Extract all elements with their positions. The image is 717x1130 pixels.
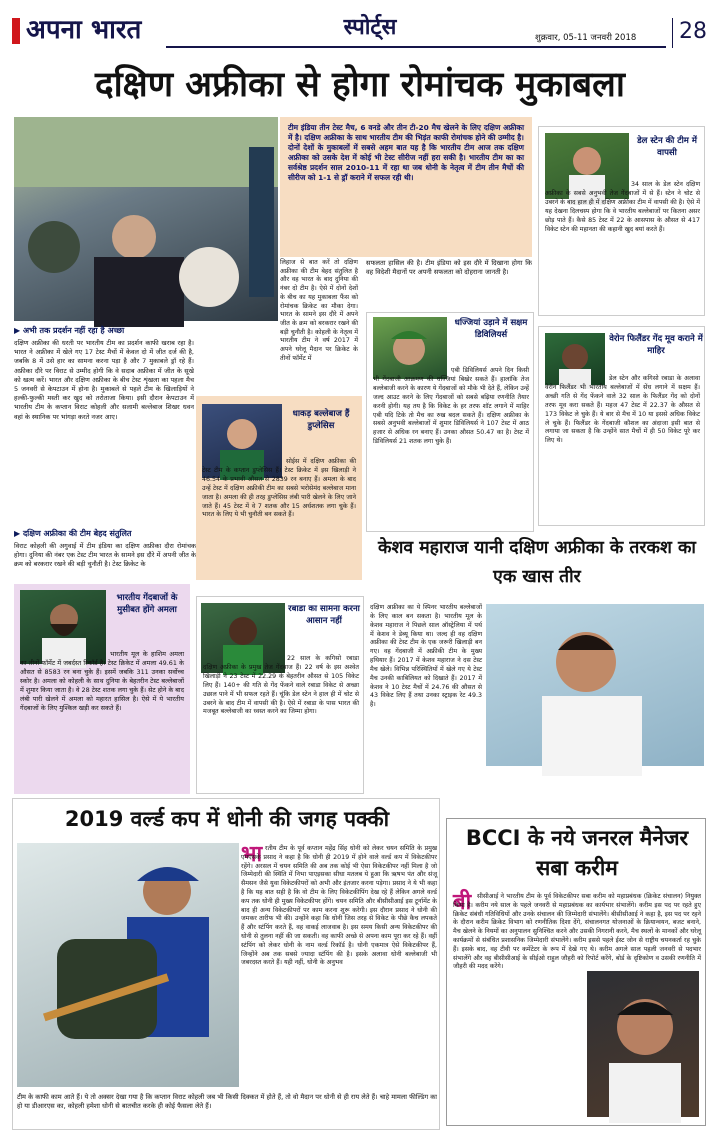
- lead-intro-box: [280, 117, 532, 257]
- sidebar-rabada: [196, 596, 364, 794]
- masthead-rule: [166, 46, 666, 48]
- lead-intro-text: टीम इंडिया तीन टेस्ट मैच, 6 वनडे और तीन टी-20 मैच खेलने के लिए दक्षिण अफ्रीका में है। दक्षिण अफ्रीका के साथ भारतीय टीम की भिड़ंत काफी रोमांचक होने की उम्मीद है। दोनों देशों के मुकाबलों में सबसे अहम बात यह है कि भारतीय टीम आज तक दक्षिण अफ्रीका को उसके देश में कोई भी टेस्ट सीरीज नहीं हरा सकी है। भारतीय टीम का का सर्वश्रेष्ठ प्रदर्शन साल 2010-11 में रहा था जब धोनी के नेतृत्व में टीम तीन मैचों की सीरीज को 1-1 से ड्रॉ कराने में सफल रही थी।: [288, 123, 524, 182]
- dhoni-section: [12, 798, 440, 1130]
- sidebar-amla: [14, 584, 190, 794]
- section-name: स्पोर्ट्स: [343, 15, 397, 40]
- sub1-heading: [14, 325, 194, 337]
- brand-name: अपना भारत: [26, 15, 142, 45]
- sidebar-philander: [538, 326, 705, 526]
- page-number: 28: [672, 18, 710, 48]
- brand-red-bar: [12, 18, 20, 44]
- lead-headline: दक्षिण अफ्रीका से होगा रोमांचक मुकाबला: [95, 65, 625, 105]
- dhoni-headline: 2019 वर्ल्ड कप में धोनी की जगह पक्की: [64, 807, 390, 831]
- maharaj-headline: केशव महाराज यानी दक्षिण अफ्रीका के तरकश का एक खास तीर: [378, 538, 696, 587]
- bullet-marker-icon: ▶: [14, 326, 23, 335]
- philander-title: वेरोन फिलैंडर गेंद मूव कराने में माहिर: [609, 334, 703, 356]
- saba-karim-photo: [585, 969, 701, 1119]
- bcci-section: [446, 818, 706, 1126]
- faf-text: सोईस में दक्षिण अफ्रीका की टेस्ट टीम के कप्तान डुप्लेसिस हैं। टेस्ट क्रिकेट में इस खिलाड़ी ने 46.54 के प्रभावी औसत से 2839 रन बनाए हैं। अमला के बाद उन्हें टेस्ट में दक्षिण अफ्रीकी टीम का सबसे भरोसेमंद बल्लेबाज माना जाता है। अमला की ही तरह डुप्लेसिस लंबी पारी खेलने के लिए जाने जाते हैं। 45 टेस्ट में वे 7 शतक और 15 अर्धशतक लगा चुके हैं। भारत के लिए ये भी चुनौती बन सकते हैं।: [202, 458, 356, 519]
- lead-column-2: लिहाज से बात करें तो दक्षिण अफ्रीका की टीम बेहद संतुलित है और वह भारत के बाद दुनिया की नंबर दो टीम है। ऐसे में दोनों देशों के बीच का यह मुकाबला फैंस को रोमांचक क्रिकेट का मौका देगा। भारत के सामने इस दौरे में अपने जीत के क्रम को बरकरार रखने की बड़ी चुनौती है। कोहली के नेतृत्व में भारतीय टीम ने वर्ष 2017 में अपने घरेलू मैदान पर क्रिकेट के तीनों फॉर्मेट में: [280, 259, 358, 362]
- dhoni-dropcap: भा: [241, 842, 263, 867]
- bcci-dropcap: बी: [453, 890, 472, 915]
- faf-title: धाकड़ बल्लेबाज हैं डुप्लेसिस: [292, 409, 350, 431]
- lead-photo-fans: [14, 117, 278, 321]
- bcci-text: सीसीआई ने भारतीय टीम के पूर्व विकेटकीपर सबा करीम को महाप्रबंधक (क्रिकेट संचालन) नियुक्त किया है। करीम नये साल के पहले जनवरी से महाप्रबंधक का कार्यभार संभालेंगे। करीम इस पद पर रहते हुए क्रिकेट संबंधी गतिविधियों और उनके संचालन की जिम्मेदारी संभालेंगे। बीसीसीआई ने कहा है, इस पद पर रहने के दौरान करीम क्रिकेट विभाग को रणनीतिक दिशा देंगे, संचालनगत योजनाओं के क्रियान्वयन, बजट बनाने, मैच खेलने के नियमों का अनुपालन सुनिश्चित करने और उसकी निगरानी करने, मैच स्थलों के मानकों और घरेलू कार्यक्रमों से संबंधित प्रशासनिक जिम्मेदारी संभालेंगे। करीम इससे पहले ईस्ट जोन से राष्ट्रीय चयनकर्ता रह चुके हैं। इसके बाद, वह टीवी पर कमेंटेटर के रूप में देखे गए थे। करीम अगले साल पहली जनवरी से पदभार संभालेंगे और वह बीसीसीआई के सीईओ राहुल जौहरी को रिपोर्ट करेंगे, बोर्ड के दृष्टिकोण व उसकी रणनीति में जौहरी की मदद करेंगे।: [453, 893, 701, 971]
- issue-date: शुक्रवार, 05-11 जनवरी 2018: [535, 33, 637, 43]
- rabada-text: 22 साल के कगिसो रबाडा दक्षिण अफ्रीका के प्रमुख तेज गेंदबाज हैं। 22 वर्ष के इस अश्वेत खिलाड़ी ने 23 टेस्ट में 22.29 के बेहतरीन औसत से 105 विकेट लिए हैं। 140+ की गति से गेंद फेंकने वाले रबाडा विकेट से अच्छा उछाल पाने में भी सफल रहते हैं। चूंकि डेल स्टेन ने हाल ही में चोट से उबरने के बाद टीम में वापसी की है। ऐसे में रबाडा के पास भारत की मजबूत बल्लेबाजी का ध्वस्त करने का जिम्मा होगा।: [203, 655, 359, 716]
- amla-text: भारतीय मूल के हाशिम अमला का तीनों फॉर्मेट में जबर्दस्त रिकॉर्ड है। टेस्ट क्रिकेट में अमला 49.61 के औसत से 8583 रन बना चुके हैं। इसमें जबकि 311 उनका सर्वोच्च स्कोर है। अमला को कोहली के साथ दुनिया के बेहतरीन टेस्ट बल्लेबाजों में शुमार किया जाता है। वे 28 टेस्ट शतक लगा चुके हैं। सेट होने के बाद लंबी पारी खेलने में अमला को महारत हासिल है। ऐसे में ये भारतीय गेंदबाजों के लिए मुश्किल खड़ी कर सकते हैं।: [20, 650, 184, 712]
- sidebar-steyn: [538, 126, 705, 316]
- sub2-text: विराट कोहली की अगुवाई में टीम इंडिया का दक्षिण अफ्रीका दौरा रोमांचक होगा। दुनिया की नंबर एक टेस्ट टीम भारत के सामने इस दौरे में अपनी जीत के क्रम को बरकरार रखने की बड़ी चुनौती है। टेस्ट क्रिकेट के: [14, 542, 196, 569]
- sub2-heading-text: दक्षिण अफ्रीका की टीम बेहद संतुलित: [22, 529, 132, 538]
- sidebar-abd: [366, 312, 534, 532]
- sidebar-faf: [196, 396, 362, 580]
- bullet-marker-icon: ▶: [14, 529, 23, 538]
- sub1-text: दक्षिण अफ्रीका की धरती पर भारतीय टीम का प्रदर्शन काफी खराब रहा है। भारत ने अफ्रीका में खेले गए 17 टेस्ट मैचों में केवल दो में जीत दर्ज की है, जबकि 8 में उसे हार का सामना करना पड़ा है और 7 मुकाबले ड्रॉ रहे हैं। अफ्रीका दौरे पर विराट से उम्मीद होगी कि वे सदाब अफ्रीका में जीत के सूखे को खत्म करें। भारत और दक्षिण अफ्रीका के बीच टेस्ट शृंखला का पहला मैच 5 जनवरी से केपटाउन में होना है। मुकाबले से पहले टीम के खिलाड़ियों ने हल्की-फुल्की मस्ती कर खुद को तरोताजा किया। इसी दौरान केपटाउन में भारतीय टीम के कप्तान विराट कोहली और सलामी बल्लेबाज शिखर धवन वहां के स्थानिक पर भांगड़ा करते नजर आए।: [14, 339, 194, 421]
- lead-column-3: सफलता हासिल की है। टीम इंडिया को इस दौरे में दिखाना होगा कि वह विदेशी मैदानों पर अपनी सफलता को दोहराना जानती है।: [366, 259, 532, 277]
- abd-title: धज्जियां उड़ाने में सक्षम डिविलियर्स: [454, 318, 528, 340]
- masthead: [0, 0, 717, 62]
- lead-column-2-cont: [196, 327, 362, 397]
- fans-illustration: [14, 117, 278, 321]
- steyn-text: 34 साल के डेल स्टेन दक्षिण अफ्रीका के सबसे अनुभवी तेज गेंदबाजों में से हैं। स्टेन ने चोट से उबरने के बाद हाल ही में दक्षिण अफ्रीका टीम में वापसी की है। ऐसे में यह देखना दिलचस्प होगा कि वे भारतीय बल्लेबाजों पर कितना असर छोड़ पाते हैं। कैसे 85 टेस्ट में 22 के आसपास के औसत से 417 विकेट स्टेन की महानता की कहानी खुद बयां करते हैं।: [545, 181, 700, 233]
- rabada-title: रबाडा का सामना करना आसान नहीं: [288, 604, 360, 626]
- dhoni-illustration: [17, 843, 239, 1087]
- sub2-heading: [14, 528, 196, 540]
- dhoni-text: रतीय टीम के पूर्व कप्तान महेंद्र सिंह धोनी को लेकर चयन समिति के प्रमुख एमएसके प्रसाद ने कहा है कि धोनी ही 2019 में होने वाले वर्ल्ड कप में विकेटकीपर रहेंगे। अरसल में चयन समिति की अब तक कोई भी ऐसा विकेटकीपर नहीं मिला है जो जिम्मेदारी की स्थिति में निभा पाएइसका सीधा मतलब ये हुआ कि ऋषभ पंत और संजू सैमसन जैसे युवा विकेटकीपरों को अभी और इंतजार करना पड़ेगा। प्रसाद ने ये भी कहा है कि यह बात सही है कि वो टीम के लिए विकेटकीपिंग देख रहे हैं लेकिन अगले वर्ल्ड कप तक धोनी ही मुख्य विकेटकीपर होंगे। चयन समिति और बीसीसीआई इस टूर्नामेंट के बाद ही अन्य विकेटकीपरों पर काम करना शुरू करेगी। इस दौरान प्रसाद ने धोनी की जमकर तारीफ भी की। उन्होंने कहा कि धोनी जिस तरह से विकेट के पीछे कैच लपकते हैं और स्टंपिंग करते हैं, वह वाकई लाजवाब है। इस समय किसी अन्य विकेटकीपर की धोनी से तुलना नहीं की जा सकती। वह काफी अच्छे से अपना काम पूरा कर रहे हैं। वहीं स्टंपिंग को लेकर धोनी के नाम वर्ल्ड रिकॉर्ड है। धोनी एकमात्र ऐसे विकेटकीपर हैं, जिन्होंने अब तक सबसे ज्यादा स्टंपिंग की है। इसके अलावा धोनी बल्लेबाजी भी जबरदस्त करते हैं। यही नहीं, धोनी के अनुभव: [241, 845, 437, 967]
- abd-text: एबी डिविलियर्स अपने दिन किसी भी गेंदबाजी आक्रमण की धज्जियां बिखेर सकते हैं। हालांकि तेज बल्लेबाजी करने के कारण ये गेंदबाजों को मौके भी देते हैं, लेकिन उन्हें जल्द आउट करने के लिए गेंदबाजों को सबसे बढ़िया रणनीति तैयार करनी होगी। यह तय है कि विकेट के हर तरफ शॉट लगाने में माहिर एबी यदि टिके तो मैच का रुख बदल सकते हैं। दक्षिण अफ्रीका के सबसे अनुभवी बल्लेबाजों में शुमार डिविलियर्स ने 107 टेस्ट में आठ हजार से अधिक रन बनाए हैं। उनका औसत 50.47 का है। टेस्ट में डिविलियर्स 21 शतक लगा चुके हैं।: [373, 367, 529, 446]
- dhoni-text-bottom: टीम के काफी काम आते हैं। ये तो अक्सर देखा गया है कि कप्तान विराट कोहली जब भी किसी दिक्कत में होते हैं, तो वो मैदान पर धोनी से ही राय लेते हैं। चाहे मामला फील्डिंग का हो या डीआरएस का, कोहली हमेशा धोनी से बातचीत करके ही कोई फैसला लेते हैं।: [17, 1093, 437, 1111]
- bcci-headline: BCCI के नये जनरल मैनेजर सबा करीम: [465, 826, 689, 880]
- amla-title: भारतीय गेंदबाजों के मुसीबत होंगे अमला: [116, 593, 178, 615]
- sub1-heading-text: अभी तक प्रदर्शन नहीं रहा है अच्छा: [22, 326, 125, 335]
- steyn-title: डेल स्टेन की टीम में वापसी: [637, 136, 697, 158]
- dhoni-photo: [17, 843, 239, 1087]
- maharaj-text: दक्षिण अफ्रीका का ये स्पिनर भारतीय बल्लेबाजों के लिए काल बन सकता है। भारतीय मूल के केशव महाराज ने पिछले साल ऑस्ट्रेलिया में पर्थ में केशव ने डेब्यू किया था। जल्द ही वह दक्षिण अफ्रीका की टेस्ट टीम के एक जरूरी खिलाड़ी बन गए। वह गेंदबाजी में अफ्रीकी टीम के मुख्य हथियार हैं। 2017 में केशव महाराज ने दस टेस्ट मैच खेले। विभिन्न परिस्थितियों में खेले गए ये टेस्ट मैच उनकी काबिलियत को दिखाते हैं। 2017 में केशव ने 10 टेस्ट मैचों में 24.76 की औसत से 43 विकेट लिए हैं तथा उनका स्ट्राइक रेट 49.3 है।: [370, 604, 482, 709]
- saba-karim-illustration: [587, 971, 703, 1121]
- maharaj-photo: [486, 604, 704, 766]
- philander-text: डेल स्टेन और कगिसो रबाडा के अलावा वेरोन फिलैंडर भी भारतीय बल्लेबाजों में सेंध लगाने में सक्षम हैं। अच्छी गति से गेंद फेंकने वाले 32 साल के फिलैंडर गेंद को दोनों तरफ मूव करा सकते हैं। महज 47 टेस्ट में 22.37 के औसत से 173 विकेट ले चुके हैं। ये बार से मैच में 10 या इससे अधिक विकेट ले चुके हैं। फिलैंडर के गेंदबाजी कौशल का अंदाजा इसी बात से लगाया जा सकता है कि उन्होंने सात मैचों में ही 50 विकेट पूरे कर लिए थे।: [545, 375, 700, 445]
- maharaj-illustration: [486, 604, 704, 766]
